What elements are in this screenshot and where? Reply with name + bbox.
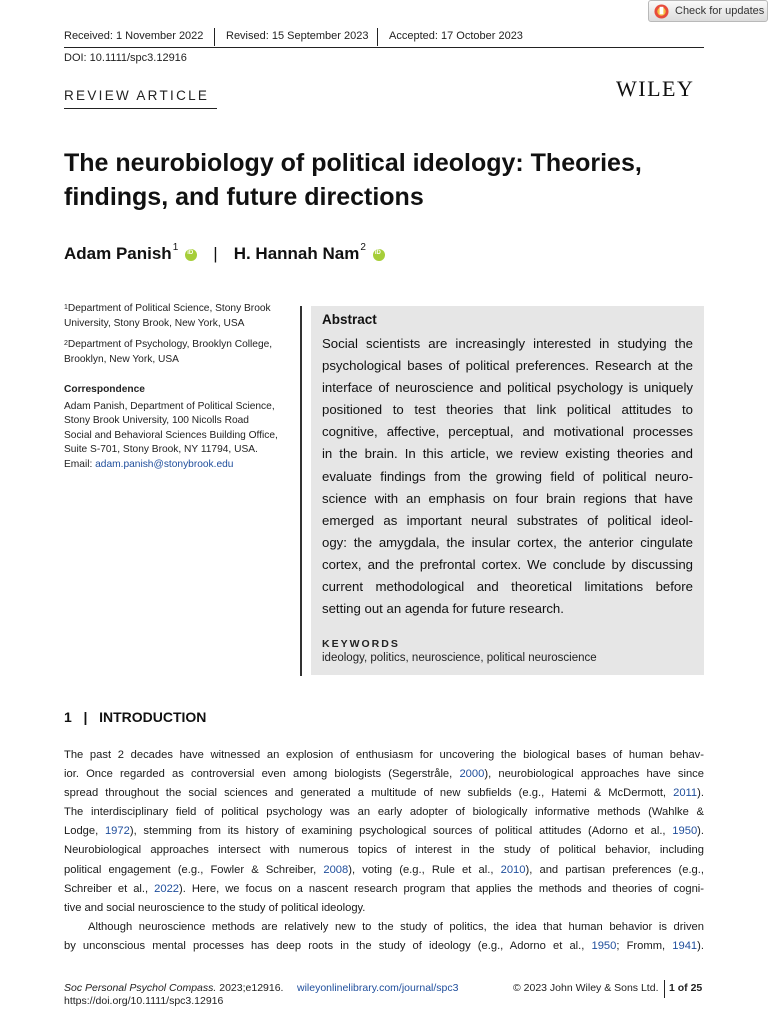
citation-link[interactable]: 2011 bbox=[673, 787, 698, 800]
author-list bbox=[64, 244, 385, 264]
citation-link[interactable]: 2000 bbox=[459, 768, 485, 781]
orcid-icon[interactable] bbox=[185, 249, 197, 261]
citation-link[interactable]: 1950 bbox=[591, 939, 617, 952]
body-line: spread throughout the social sciences and generated a multitude of new subfields (e.g., Hatemi & McDermott, 2011). bbox=[64, 787, 704, 800]
date-divider bbox=[214, 28, 215, 46]
journal-url-link[interactable]: wileyonlinelibrary.com/journal/spc3 bbox=[297, 982, 459, 994]
body-line: The interdisciplinary field of political psychology was an early adopter of biologically informative methods (Wahlke & bbox=[64, 806, 704, 819]
body-line: Schreiber et al., 2022). Here, we focus on a nascent research program that applies the methods and theories of cogni- bbox=[64, 882, 704, 895]
body-line: tive and social neuroscience to the study of political ideology. bbox=[64, 901, 366, 914]
article-dates bbox=[64, 28, 704, 48]
check-for-updates-label: Check for updates bbox=[675, 5, 765, 17]
affiliation: $^2$Department of Psychology, Brooklyn College, Brooklyn, New York, USA bbox=[64, 339, 273, 365]
crossmark-icon bbox=[654, 4, 669, 19]
check-for-updates-button[interactable] bbox=[648, 0, 768, 22]
abstract-text: Social scientists are increasingly interested in studying the psychological bases of political preferences. Research at the interface of neuroscience and political psychology is uniquely positioned to test theories that link political attitudes to cognitive, affective, perceptual, and motivational processes in the brain. In this article, we review existing theories and evaluate findings from the growing field of political neuro- science with an emphasis on four brain regions that have emerged as important neural substrates of political ideol- ogy: the amygdala, the insular cortex, the anterior cingulate cortex, and the prefrontal cortex. We conclude by discussing current methodological and theoretical limitations before setting out an agenda for future research. bbox=[322, 336, 693, 617]
citation-link[interactable]: 1941 bbox=[672, 939, 698, 952]
affiliations-column bbox=[64, 302, 296, 472]
correspondence-address: Adam Panish, Department of Political Science, Stony Brook University, 100 Nicolls Road Social and Behavioral Sciences Building Office, Suite S-701, Stony Brook, NY 11794, USA. Email: adam.panish@stonybrook.edu bbox=[64, 400, 278, 470]
citation-link[interactable]: 1950 bbox=[672, 825, 698, 838]
body-line: by unconscious mental processes has deep roots in the study of ideology (e.g., Adorno et al., 1950; Fromm, 1941). bbox=[64, 939, 704, 952]
journal-citation: Soc Personal Psychol Compass. 2023;e12916. bbox=[64, 982, 284, 994]
column-divider bbox=[300, 306, 302, 676]
citation-link[interactable]: 2008 bbox=[323, 863, 349, 876]
body-line: political engagement (e.g., Fowler & Schreiber, 2008), voting (e.g., Rule et al., 2010), and partisan preferences (e.g., bbox=[64, 863, 704, 876]
orcid-icon[interactable] bbox=[373, 249, 385, 261]
received-date: Received: 1 November 2022 bbox=[64, 30, 204, 42]
article-type: REVIEW ARTICLE bbox=[64, 88, 210, 103]
date-divider bbox=[377, 28, 378, 46]
body-line: Although neuroscience methods are relatively new to the study of politics, the idea that human behavior is driven bbox=[88, 920, 704, 933]
doi-url[interactable]: https://doi.org/10.1111/spc3.12916 bbox=[64, 995, 224, 1007]
citation-link[interactable]: 1972 bbox=[104, 825, 130, 838]
keywords-heading: KEYWORDS bbox=[322, 638, 400, 650]
section-heading: 1 | INTRODUCTION bbox=[64, 709, 207, 725]
author-name[interactable]: H. Hannah Nam$^2$ bbox=[233, 242, 366, 263]
correspondence-heading: Correspondence bbox=[64, 384, 145, 395]
affiliation: $^1$Department of Political Science, Stony Brook University, Stony Brook, New York, USA bbox=[64, 303, 271, 329]
body-line: ior. Once regarded as controversial even among biologists (Segerstråle, 2000), neurobiological approaches have since bbox=[64, 768, 704, 781]
revised-date: Revised: 15 September 2023 bbox=[226, 30, 369, 42]
author-separator: | bbox=[213, 244, 218, 263]
abstract-heading: Abstract bbox=[322, 312, 377, 327]
citation-link[interactable]: 2022 bbox=[154, 882, 180, 895]
email-link[interactable]: adam.panish@stonybrook.edu bbox=[95, 458, 234, 470]
body-line: Neurobiological approaches intersect with numerous topics of interest in the study of political behavior, including bbox=[64, 844, 704, 857]
keywords-list: ideology, politics, neuroscience, political neuroscience bbox=[322, 652, 597, 664]
introduction-text bbox=[64, 746, 704, 956]
doi: DOI: 10.1111/spc3.12916 bbox=[64, 52, 187, 64]
page-number: 1 of 25 bbox=[669, 982, 703, 994]
footer-divider bbox=[664, 980, 665, 998]
citation-link[interactable]: 2010 bbox=[500, 863, 526, 876]
article-title: The neurobiology of political ideology: Theories, findings, and future directions bbox=[64, 149, 642, 211]
body-line: Lodge, 1972), stemming from its history of examining psychological sources of political attitudes (Adorno et al., 1950). bbox=[64, 825, 705, 838]
author-name[interactable]: Adam Panish$^1$ bbox=[64, 242, 179, 263]
header-rule bbox=[64, 47, 704, 48]
article-type-underline bbox=[64, 108, 217, 109]
publisher-logo: WILEY bbox=[616, 76, 695, 101]
accepted-date: Accepted: 17 October 2023 bbox=[389, 30, 523, 42]
copyright: © 2023 John Wiley & Sons Ltd. bbox=[513, 982, 659, 994]
body-line: The past 2 decades have witnessed an explosion of enthusiasm for uncovering the biological bases of human behav- bbox=[64, 749, 704, 761]
